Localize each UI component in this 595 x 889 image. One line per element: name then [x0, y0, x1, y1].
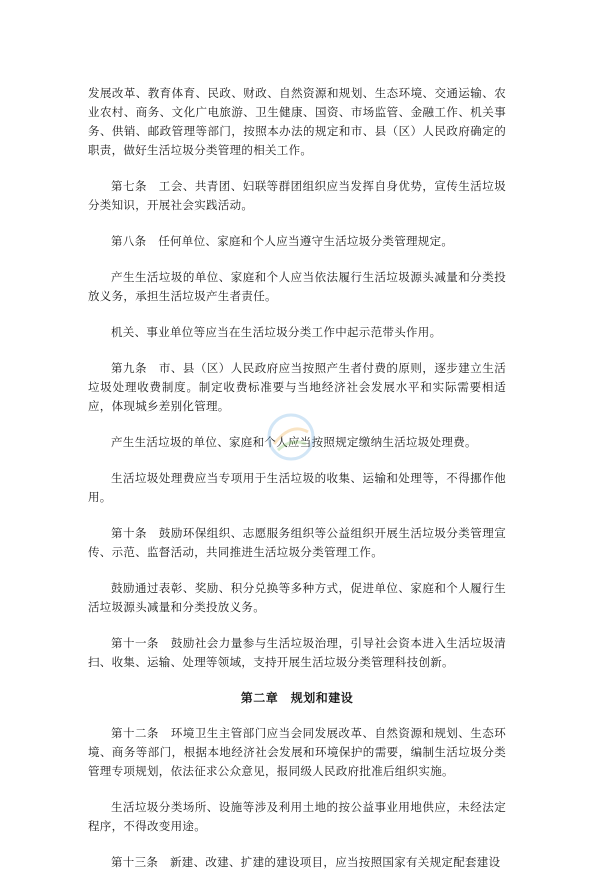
paragraph: 鼓励通过表彰、奖励、积分兑换等多种方式，促进单位、家庭和个人履行生活垃圾源头减量和分类投放义务。	[88, 581, 506, 614]
document-body	[88, 84, 506, 889]
paragraph-article-12: 第十二条 环境卫生主管部门应当会同发展改革、自然资源和规划、生态环境、商务等部门，根据本地经济社会发展和环境保护的需要，编制生活垃圾分类管理专项规划，依法征求公众意见，报同级人民政府批准后组织实施。	[88, 726, 506, 778]
paragraph-article-8: 第八条 任何单位、家庭和个人应当遵守生活垃圾分类管理规定。	[111, 234, 454, 248]
paragraph: 机关、事业单位等应当在生活垃圾分类工作中起示范带头作用。	[111, 325, 442, 339]
paragraph: 产生生活垃圾的单位、家庭和个人应当按照规定缴纳生活垃圾处理费。	[111, 435, 477, 449]
paragraph: 发展改革、教育体育、民政、财政、自然资源和规划、生态环境、交通运输、农业农村、商务、文化广电旅游、卫生健康、国资、市场监管、金融工作、机关事务、供销、邮政管理等部门，按照本办法的规定和市、县（区）人民政府确定的职责，做好生活垃圾分类管理的相关工作。	[88, 86, 506, 157]
paragraph-article-10: 第十条 鼓励环保组织、志愿服务组织等公益组织开展生活垃圾分类管理宣传、示范、监督活动，共同推进生活垃圾分类管理工作。	[88, 526, 506, 559]
watermark-logo-icon	[262, 408, 320, 466]
paragraph: 生活垃圾处理费应当专项用于生活垃圾的收集、运输和处理等，不得挪作他用。	[88, 471, 506, 504]
chapter-title: 第二章 规划和建设	[240, 691, 354, 705]
paragraph-article-11: 第十一条 鼓励社会力量参与生活垃圾治理，引导社会资本进入生活垃圾清扫、收集、运输、处理等领域，支持开展生活垃圾分类管理科技创新。	[88, 636, 506, 669]
paragraph-article-13: 第十三条 新建、改建、扩建的建设项目，应当按照国家有关规定配套建设	[111, 855, 501, 869]
paragraph-article-7: 第七条 工会、共青团、妇联等群团组织应当发挥自身优势，宣传生活垃圾分类知识，开展社会实践活动。	[88, 179, 506, 212]
paragraph-article-9: 第九条 市、县（区）人民政府应当按照产生者付费的原则，逐步建立生活垃圾处理收费制度。制定收费标准要与当地经济社会发展水平和实际需要相适应，体现城乡差别化管理。	[88, 361, 506, 413]
paragraph: 产生生活垃圾的单位、家庭和个人应当依法履行生活垃圾源头减量和分类投放义务，承担生活垃圾产生者责任。	[88, 270, 506, 303]
paragraph: 生活垃圾分类场所、设施等涉及利用土地的按公益事业用地供应，未经法定程序，不得改变用途。	[88, 800, 506, 833]
